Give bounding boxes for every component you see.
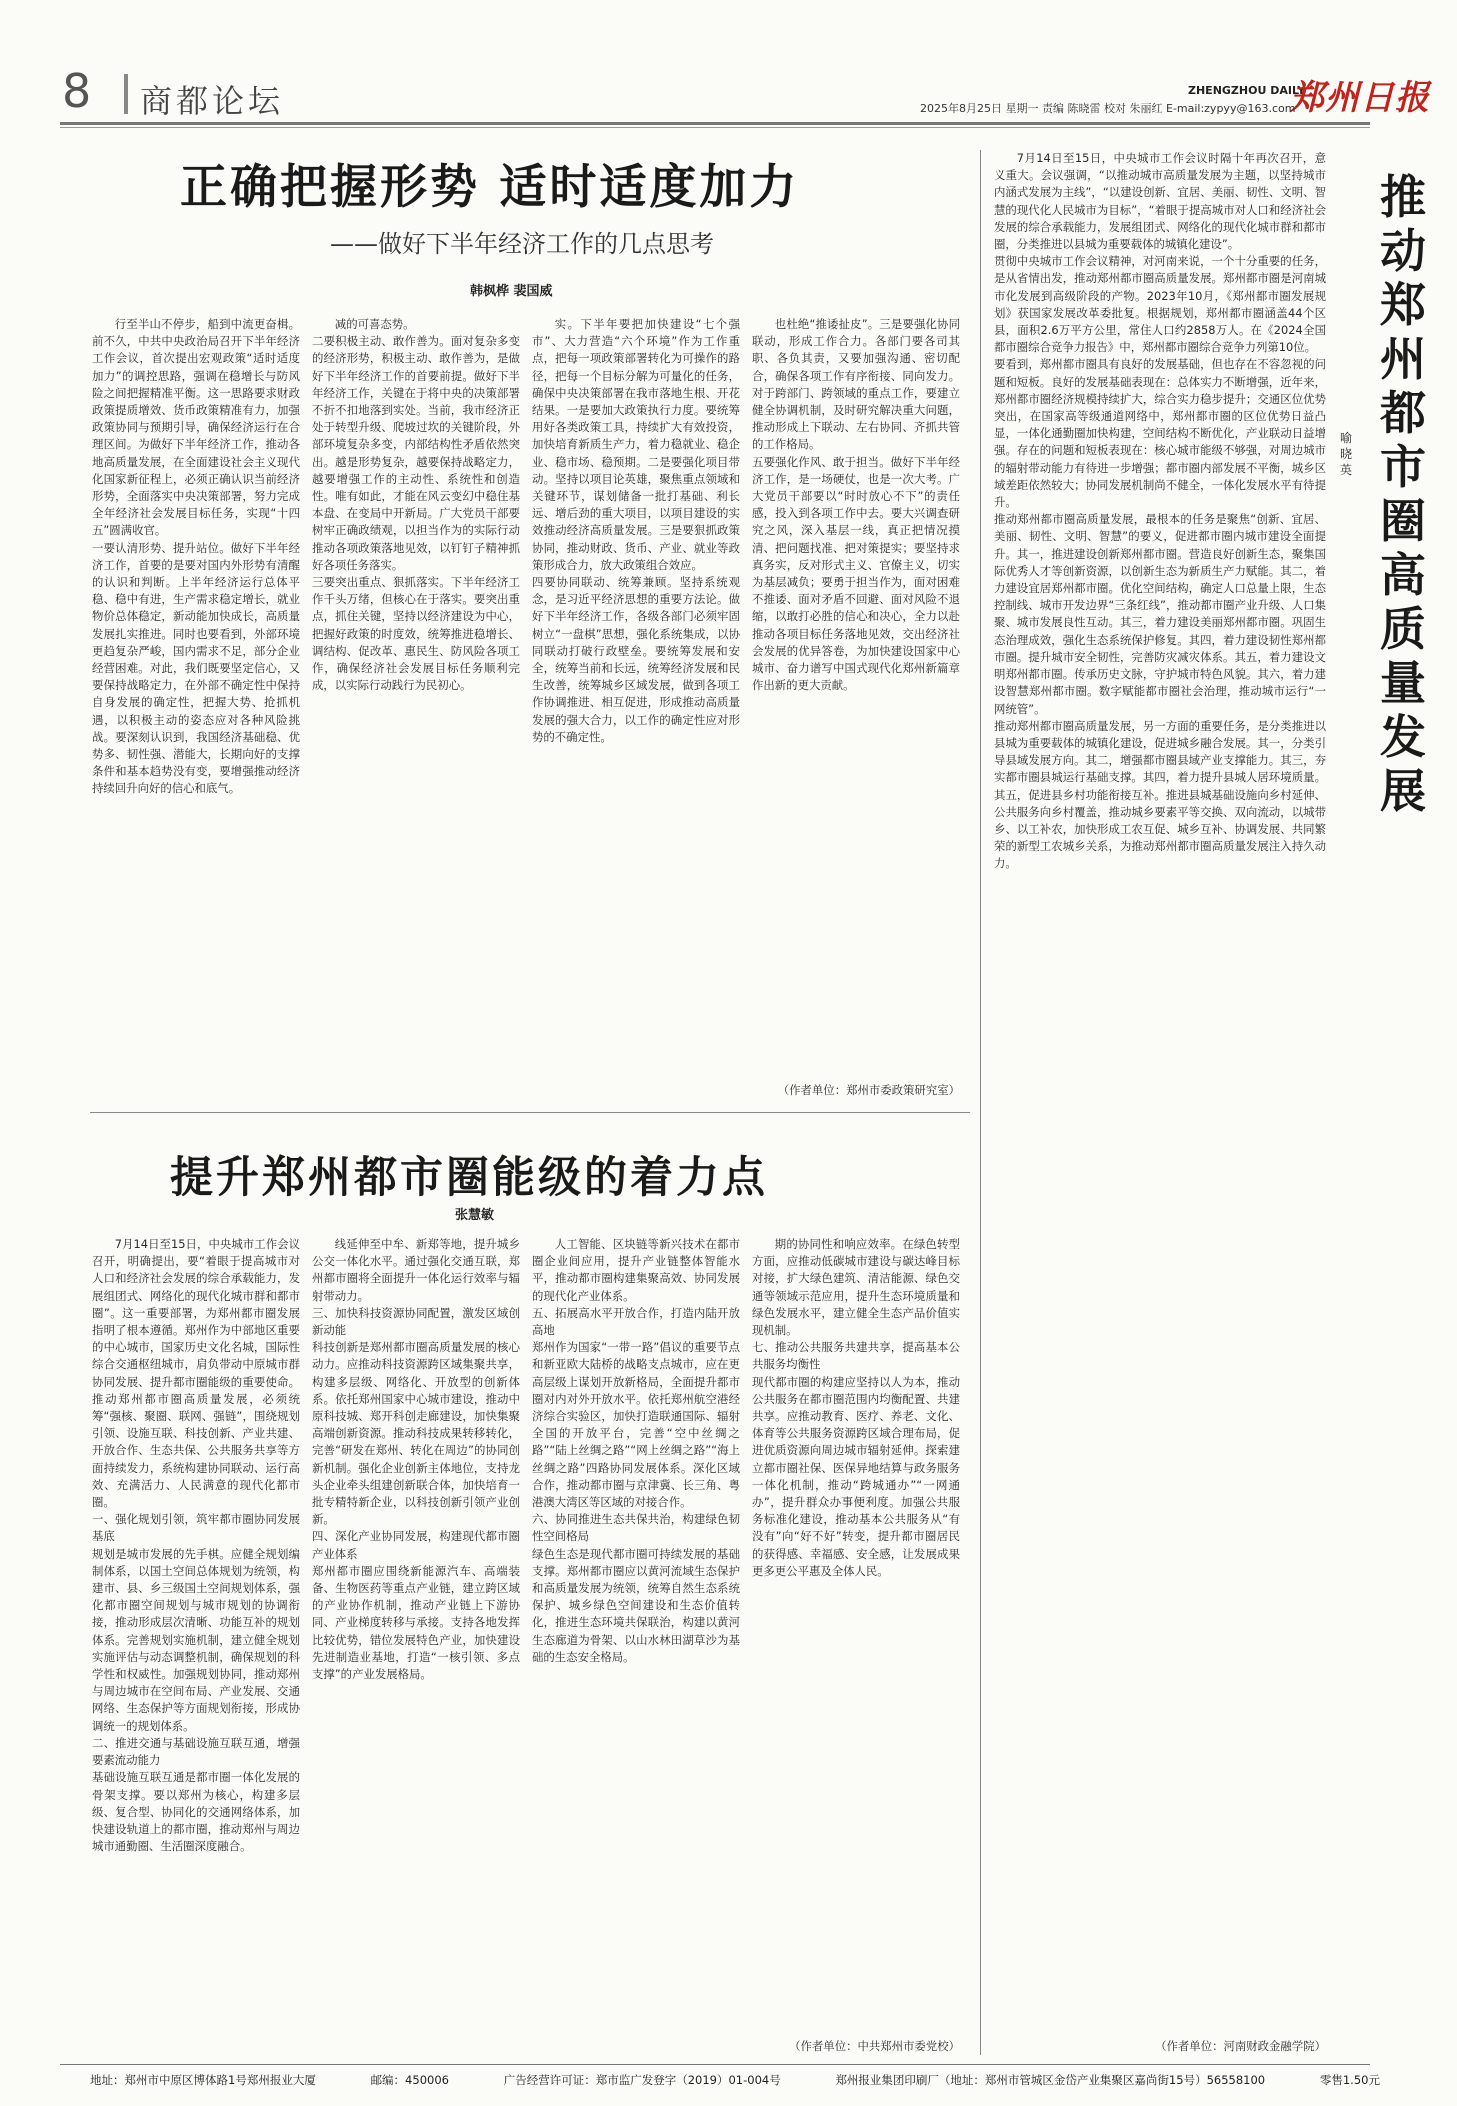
article1-subtitle: ——做好下半年经济工作的几点思考 (330, 230, 714, 258)
page-number-divider (124, 74, 128, 114)
masthead-rule-thin (60, 127, 1370, 128)
article1-column-1 (92, 316, 300, 1098)
article2-column-3 (532, 1236, 740, 2054)
footer-address: 地址：郑州市中原区博体路1号郑州报业大厦 (90, 2073, 316, 2087)
article1-byline: 韩枫桦 裴国威 (470, 284, 553, 299)
section-title: 商都论坛 (140, 82, 285, 120)
article1-text: 减的可喜态势。 二要积极主动、敢作善为。面对复杂多变的经济形势，积极主动、敢作善为，是做好下半年经济工作的首要前提。做好下半年经济工作，关键在于将中央的决策部署不折不扣地落到实处。当前，我市经济正处于转型升级、爬坡过坎的关键阶段，外部环境复杂多变，内部结构性矛盾依然突出。越是形势复杂，越要保持战略定力，越要增强工作的主动性、系统性和创造性。唯有如此，才能在风云变幻中稳住基本盘、在变局中开新局。广大党员干部要树牢正确政绩观，以担当作为的实际行动推动各项政策落地见效，以钉钉子精神抓好各项任务落实。 三要突出重点、狠抓落实。下半年经济工作千头万绪，但核心在于落实。要突出重点，抓住关键，坚持以经济建设为中心，把握好政策的时度效，统筹推进稳增长、调结构、促改革、惠民生、防风险各项工作，确保经济社会发展目标任务顺利完成，以实际行动践行为民初心。 (312, 317, 520, 693)
article2-byline: 张慧敏 (455, 1208, 495, 1223)
footer (90, 2072, 1380, 2088)
article3-author-note: （作者单位：河南财政金融学院） (1155, 2039, 1326, 2053)
article1-text: 也杜绝“推诿扯皮”。三是要强化协同联动，形成工作合力。各部门要各司其职、各负其责，又要加强沟通、密切配合，确保各项工作有序衔接、同向发力。对于跨部门、跨领域的重点工作，要建立健全协调机制，及时研究解决重大问题，推动形成上下联动、左右协同、齐抓共管的工作格局。 五要强化作风、敢于担当。做好下半年经济工作，是一场硬仗，也是一次大考。广大党员干部要以“时时放心不下”的责任感，投入到各项工作中去。要大兴调查研究之风，深入基层一线，真正把情况摸清、把问题找准、把对策提实；要坚持求真务实，反对形式主义、官僚主义，切实为基层减负；要勇于担当作为，面对困难不推诿、面对矛盾不回避、面对风险不退缩，以敢打必胜的信心和决心，全力以赴推动各项目标任务落地见效，交出经济社会发展的优异答卷，为加快建设国家中心城市、奋力谱写中国式现代化郑州新篇章作出新的更大贡献。 (752, 317, 960, 693)
article3-byline: 喻晓英 (1340, 431, 1353, 477)
article-divider (90, 1112, 970, 1113)
article2-headline: 提升郑州都市圈能级的着力点 (170, 1153, 768, 1203)
footer-price: 零售1.50元 (1319, 2073, 1380, 2087)
article2-column-2 (312, 1236, 520, 2054)
footer-postcode: 邮编：450006 (370, 2073, 449, 2087)
newspaper-logo: 郑州日报 (1290, 78, 1430, 118)
article2-text: 线延伸至中牟、新郑等地，提升城乡公交一体化水平。通过强化交通互联，郑州都市圈将全面提升一体化运行效率与辐射带动力。 三、加快科技资源协同配置，激发区域创新动能 科技创新是郑州都市圈高质量发展的核心动力。应推动科技资源跨区域集聚共享，构建多层级、网络化、开放型的创新体系。依托郑州国家中心城市建设，推动中原科技城、郑开科创走廊建设，加快集聚高端创新资源。推动科技成果转移转化，完善“研发在郑州、转化在周边”的协同创新机制。强化企业创新主体地位，支持龙头企业牵头组建创新联合体，加快培育一批专精特新企业，以科技创新引领产业创新。 四、深化产业协同发展，构建现代都市圈产业体系 郑州都市圈应围绕新能源汽车、高端装备、生物医药等重点产业链，建立跨区域的产业协作机制，推动产业链上下游协同、产业梯度转移与承接。支持各地发挥比较优势，错位发展特色产业，加快建设先进制造业基地，打造“一核引领、多点支撑”的产业发展格局。 (312, 1237, 520, 1682)
masthead-rule (60, 122, 1370, 125)
article2-column-4 (752, 1236, 960, 2032)
article2-text: 7月14日至15日，中央城市工作会议召开，明确提出，要“着眼于提高城市对人口和经济社会发展的综合承载能力，发展组团式、网络化的现代化城市群和都市圈”。这一重要部署，为郑州都市圈发展指明了根本遵循。郑州作为中部地区重要的中心城市，国家历史文化名城，国际性综合交通枢纽城市，肩负带动中原城市群协同发展、提升都市圈能级的重要使命。推动郑州都市圈高质量发展，必须统筹“强核、聚圈、联网、强链”，围绕规划引领、设施互联、科技创新、产业共建、开放合作、生态共保、公共服务共享等方面持续发力，系统构建协同联动、运行高效、充满活力、人民满意的现代化都市圈。 一、强化规划引领，筑牢都市圈协同发展基底 规划是城市发展的先手棋。应健全规划编制体系，以国土空间总体规划为统领，构建市、县、乡三级国土空间规划体系，强化都市圈空间规划与城市规划的协调衔接，推动形成层次清晰、功能互补的规划体系。完善规划实施机制，建立健全规划实施评估与动态调整机制，确保规划的科学性和权威性。加强规划协同，推动郑州与周边城市在空间布局、产业发展、交通网络、生态保护等方面规划衔接，形成协调统一的规划体系。 二、推进交通与基础设施互联互通，增强要素流动能力 基础设施互联互通是都市圈一体化发展的骨架支撑。要以郑州为核心，构建多层级、复合型、协同化的交通网络体系，加快建设轨道上的都市圈，推动郑州与周边城市通勤圈、生活圈深度融合。 (92, 1237, 300, 1854)
article1-text: 行至半山不停步，船到中流更奋楫。前不久，中共中央政治局召开下半年经济工作会议，首次提出宏观政策“适时适度加力”的调控思路，强调在稳增长与防风险之间把握精准平衡。这一思路要求财政政策提质增效、货币政策精准有力，加强政策协同与预期引导，确保经济运行在合理区间。为做好下半年经济工作，推动各地高质量发展，在全面建设社会主义现代化国家新征程上，必须正确认识当前经济形势，全面落实中央决策部署，努力完成全年经济社会发展目标任务，实现“十四五”圆满收官。 一要认清形势、提升站位。做好下半年经济工作，首要的是要对国内外形势有清醒的认识和判断。上半年经济运行总体平稳、稳中有进，生产需求稳定增长，就业物价总体稳定，新动能加快成长，高质量发展扎实推进。同时也要看到，外部环境更趋复杂严峻，国内需求不足，部分企业经营困难。对此，我们既要坚定信心，又要保持战略定力，在外部不确定性中保持自身发展的确定性，把握大势、抢抓机遇，以积极主动的姿态应对各种风险挑战。要深刻认识到，我国经济基础稳、优势多、韧性强、潜能大，长期向好的支撑条件和基本趋势没有变，要增强推动经济持续回升向好的信心和底气。 (92, 317, 300, 796)
footer-printer: 郑州报业集团印刷厂（地址：郑州市管城区金岱产业集聚区嘉尚街15号）56558100 (835, 2073, 1266, 2087)
article1-column-4 (752, 316, 960, 1076)
article2-author-note: （作者单位：中共郑州市委党校） (789, 2039, 960, 2053)
article2-author-note-box (752, 2034, 960, 2054)
footer-rule (60, 2064, 1370, 2065)
article1-column-3 (532, 316, 740, 1098)
page-number: 8 (62, 64, 92, 118)
paper-english-name: ZHENGZHOU DAILY (1188, 84, 1306, 97)
dateline: 2025年8月25日 星期一 责编 陈晓雷 校对 朱丽红 E-mail:zypyy@163.com (920, 102, 1296, 115)
footer-ad-license: 广告经营许可证：郑市监广发登字（2019）01-004号 (503, 2073, 781, 2087)
article3-vertical-headline: 推动郑州都市圈高质量发展 (1380, 170, 1426, 818)
article3-author-note-box (994, 2034, 1326, 2054)
article1-headline: 正确把握形势 适时适度加力 (180, 160, 800, 215)
article3-body (994, 150, 1326, 2030)
article2-text: 人工智能、区块链等新兴技术在都市圈企业间应用，提升产业链整体智能水平，推动都市圈构建集聚高效、协同发展的现代化产业体系。 五、拓展高水平开放合作，打造内陆开放高地 郑州作为国家“一带一路”倡议的重要节点和新亚欧大陆桥的战略支点城市，应在更高层级上谋划开放新格局，全面提升都市圈对内对外开放水平。依托郑州航空港经济综合实验区，加快打造联通国际、辐射全国的开放平台，完善“空中丝绸之路”“陆上丝绸之路”“网上丝绸之路”“海上丝绸之路”四路协同发展体系。深化区域合作，推动都市圈与京津冀、长三角、粤港澳大湾区等区域的对接合作。 六、协同推进生态共保共治，构建绿色韧性空间格局 绿色生态是现代都市圈可持续发展的基础支撑。郑州都市圈应以黄河流域生态保护和高质量发展为统领，统筹自然生态系统保护、城乡绿色空间建设和生态价值转化，推进生态环境共保联治，构建以黄河生态廊道为骨架、以山水林田湖草沙为基础的生态安全格局。 (532, 1237, 740, 1664)
article1-author-note: （作者单位：郑州市委政策研究室） (777, 1083, 960, 1097)
article3-text: 7月14日至15日，中央城市工作会议时隔十年再次召开，意义重大。会议强调，“以推动城市高质量发展为主题，以坚持城市内涵式发展为主线”，“以建设创新、宜居、美丽、韧性、文明、智慧的现代化人民城市为目标”，“着眼于提高城市对人口和经济社会发展的综合承载能力，发展组团式、网络化的现代化城市群和都市圈，分类推进以县城为重要载体的城镇化建设”。 贯彻中央城市工作会议精神，对河南来说，一个十分重要的任务，是从省情出发，推动郑州都市圈高质量发展。郑州都市圈是河南城市化发展到高级阶段的产物。2023年10月，《郑州都市圈发展规划》获国家发展改革委批复。根据规划，郑州都市圈涵盖44个区县，面积2.6万平方公里，常住人口约2858万人。在《2024全国都市圈综合竞争力报告》中，郑州都市圈综合竞争力列第10位。 要看到，郑州都市圈具有良好的发展基础，但也存在不容忽视的问题和短板。良好的发展基础表现在：总体实力不断增强，近年来，郑州都市圈经济规模持续扩大，综合实力稳步提升；交通区位优势突出，在国家高等级通道网络中，郑州都市圈的区位优势日益凸显，一体化通勤圈加快构建，空间结构不断优化，产业联动日益增强。存在的问题和短板表现在：核心城市能级不够强，对周边城市的辐射带动能力有待进一步增强；都市圈内部发展不平衡，城乡区域差距依然较大；协同发展机制尚不健全，一体化发展水平有待提升。 推动郑州都市圈高质量发展，最根本的任务是聚焦“创新、宜居、美丽、韧性、文明、智慧”的要义，促进都市圈内城市建设全面提升。其一，推进建设创新郑州都市圈。营造良好创新生态，聚集国际优秀人才等创新资源，以创新生态为新质生产力赋能。其二，着力建设宜居郑州都市圈。优化空间结构，确定人口总量上限，生态控制线、城市开发边界“三条红线”，推动都市圈产业升级、人口集聚、城市发展良性互动。其三，着力建设美丽郑州都市圈。巩固生态治理成效，强化生态系统保护修复。其四，着力建设韧性郑州都市圈。提升城市安全韧性，完善防灾减灾体系。其五，着力建设文明郑州都市圈。传承历史文脉，守护城市特色风貌。其六，着力建设智慧郑州都市圈。数字赋能都市圈社会治理，推动城市运行“一网统管”。 推动郑州都市圈高质量发展，另一方面的重要任务，是分类推进以县城为重要载体的城镇化建设，促进城乡融合发展。其一，分类引导县域发展方向。其二，增强都市圈县域产业支撑能力。其三，夯实都市圈县城运行基础支撑。其四，着力提升县城人居环境质量。其五，促进县乡村功能衔接互补。推进县城基础设施向乡村延伸、公共服务向乡村覆盖，推动城乡要素平等交换、双向流动，以城带乡、以工补农，加快形成工农互促、城乡互补、协调发展、共同繁荣的新型工农城乡关系，为推动郑州都市圈高质量发展注入持久动力。 (994, 151, 1326, 871)
column-divider (980, 150, 981, 2055)
article1-column-2 (312, 316, 520, 1098)
article2-column-1 (92, 1236, 300, 2054)
article1-author-note-box (752, 1078, 960, 1098)
article2-text: 期的协同性和响应效率。在绿色转型方面，应推动低碳城市建设与碳达峰目标对接，扩大绿色建筑、清洁能源、绿色交通等领域示范应用，提升生态环境质量和绿色发展水平，建立健全生态产品价值实现机制。 七、推动公共服务共建共享，提高基本公共服务均衡性 现代都市圈的构建应坚持以人为本，推动公共服务在都市圈范围内均衡配置、共建共享。应推动教育、医疗、养老、文化、体育等公共服务资源跨区域合理布局，促进优质资源向周边城市辐射延伸。探索建立都市圈社保、医保异地结算与政务服务一体化机制，推动“跨城通办”“一网通办”，提升群众办事便利度。加强公共服务标准化建设，推动基本公共服务从“有没有”向“好不好”转变，提升都市圈居民的获得感、幸福感、安全感，让发展成果更多更公平惠及全体人民。 (752, 1237, 960, 1578)
article1-text: 实。下半年要把加快建设“七个强市”、大力营造“六个环境”作为工作重点，把每一项政策部署转化为可操作的路径，把每一个目标分解为可量化的任务，确保中央决策部署在我市落地生根、开花结果。一是要加大政策执行力度。要统筹用好各类政策工具，持续扩大有效投资，加快培育新质生产力，着力稳就业、稳企业、稳市场、稳预期。二是要强化项目带动。坚持以项目论英雄，聚焦重点领域和关键环节，谋划储备一批打基础、利长远、增后劲的重大项目，以项目建设的实效推动经济高质量发展。三是要狠抓政策协同，推动财政、货币、产业、就业等政策形成合力，放大政策组合效应。 四要协同联动、统筹兼顾。坚持系统观念，是习近平经济思想的重要方法论。做好下半年经济工作，各级各部门必须牢固树立“一盘棋”思想，强化系统集成，以协同联动打破行政壁垒。要统筹发展和安全，统筹当前和长远，统筹经济发展和民生改善，统筹城乡区域发展，做到各项工作协调推进、相互促进，形成推动高质量发展的强大合力，以工作的确定性应对形势的不确定性。 (532, 317, 740, 744)
